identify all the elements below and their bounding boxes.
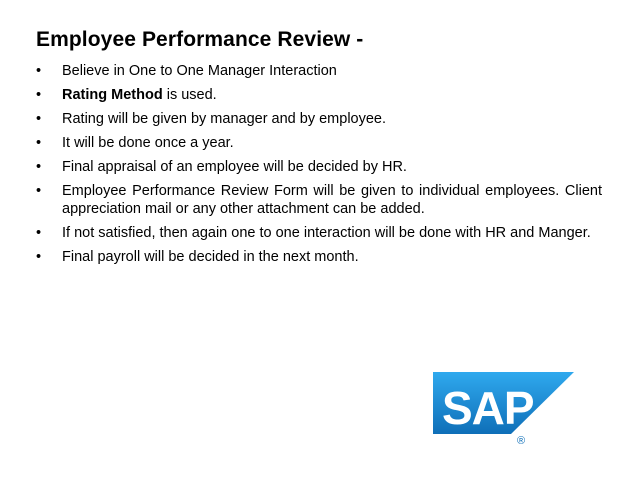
bullet-bold-text: Rating Method: [62, 87, 163, 103]
bullet-text: Employee Performance Review Form will be given to individual employees. Client appreciation mail or any other attachment can be added.: [62, 183, 602, 217]
list-item: [36, 183, 602, 218]
bullet-icon: •: [36, 111, 42, 127]
sap-logo: [433, 372, 574, 446]
logo-text: SAP: [442, 382, 534, 434]
bullet-text: Final payroll will be decided in the next month.: [62, 248, 359, 265]
bullet-text: Rating will be given by manager and by employee.: [62, 111, 387, 127]
bullet-icon: •: [36, 248, 42, 265]
list-item: [36, 225, 602, 243]
list-item: [36, 135, 602, 153]
bullet-icon: •: [36, 183, 42, 199]
list-item: [36, 249, 602, 267]
list-item: [36, 111, 602, 129]
bullet-text: It will be done once a year.: [62, 135, 234, 151]
bullet-text: Believe in One to One Manager Interaction: [62, 63, 337, 79]
bullet-text: is used.: [162, 87, 217, 103]
bullet-text: If not satisfied, then again one to one interaction will be done with HR and Manger.: [62, 224, 591, 241]
bullet-icon: •: [36, 135, 42, 151]
bullet-icon: •: [36, 63, 42, 79]
slide-title: Employee Performance Review -: [36, 28, 364, 51]
list-item: [36, 63, 602, 81]
bullet-icon: •: [36, 224, 42, 241]
list-item: [36, 87, 602, 105]
registered-mark: ®: [517, 435, 526, 446]
bullet-text: Final appraisal of an employee will be decided by HR.: [62, 159, 407, 175]
list-item: [36, 159, 602, 177]
bullet-list: [36, 63, 602, 273]
bullet-icon: •: [36, 159, 42, 175]
bullet-icon: •: [36, 87, 42, 103]
